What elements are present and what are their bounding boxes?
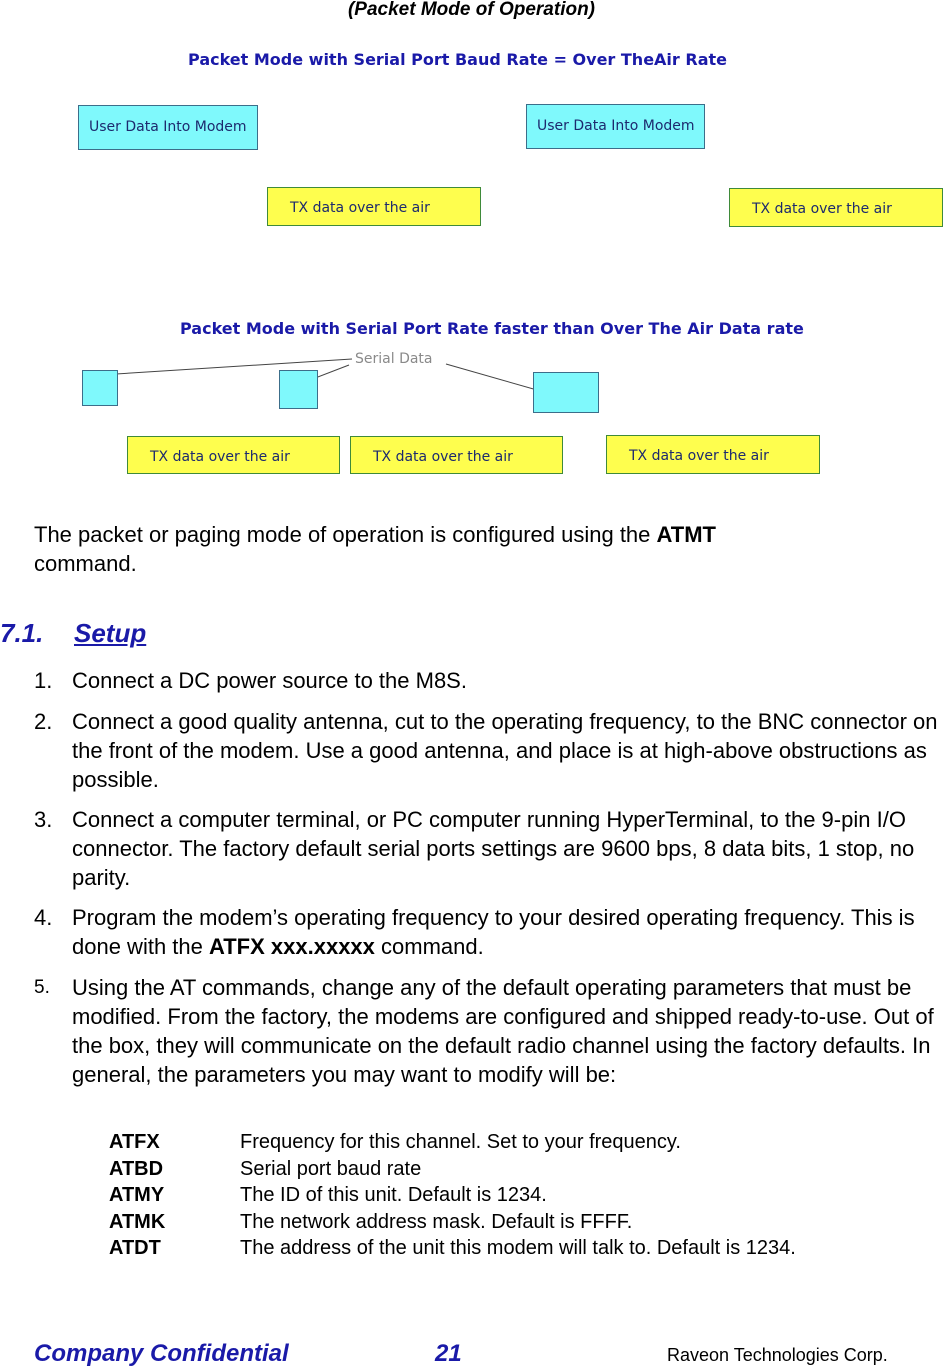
command-name: ATMK (109, 1211, 166, 1233)
tx-box-d2-2 (350, 436, 563, 474)
list-item-text-part: Program the modem’s operating frequency to your desired operating frequency. This is done with the (72, 905, 915, 959)
list-item-text: Using the AT commands, change any of the default operating parameters that must be modified. From the factory, the modems are configured and shipped ready-to-use. Out of the box, they will communicate on the default radio channel using the factory defaults. In general, the parameters you may want to modify will be: (72, 975, 934, 1087)
command-description: Serial port baud rate (240, 1158, 422, 1180)
intro-command: ATMT (656, 522, 716, 547)
serial-block-1 (82, 370, 118, 406)
user-data-box-1-label: User Data Into Modem (89, 119, 247, 135)
footer-confidential: Company Confidential (34, 1340, 289, 1367)
list-item-number: 4. (34, 905, 53, 930)
tx-box-d2-3-label: TX data over the air (629, 448, 769, 464)
list-item-number: 1. (34, 668, 53, 693)
command-name: ATFX (109, 1131, 160, 1153)
tx-box-d2-2-label: TX data over the air (373, 449, 513, 465)
command-name: ATMY (109, 1184, 165, 1206)
tx-box-d2-1-label: TX data over the air (150, 449, 290, 465)
tx-box-d2-1 (127, 436, 340, 474)
serial-data-label: Serial Data (355, 351, 433, 367)
list-item-text (72, 903, 942, 961)
command-description: The address of the unit this modem will talk to. Default is 1234. (240, 1237, 796, 1259)
serial-block-2 (279, 370, 318, 409)
footer-page-number: 21 (435, 1340, 462, 1367)
diagram1-title: Packet Mode with Serial Port Baud Rate = Over TheAir Rate (188, 50, 727, 69)
tx-box-d2-3 (606, 435, 820, 474)
intro-text-after: command. (34, 551, 137, 576)
section-title: Setup (74, 618, 147, 648)
frequency-command: ATFX xxx.xxxxx (208, 934, 375, 959)
command-description: The ID of this unit. Default is 1234. (240, 1184, 547, 1206)
tx-box-d1-1-label: TX data over the air (290, 200, 430, 216)
section-number: 7.1. (0, 618, 44, 648)
list-item-text: Connect a DC power source to the M8S. (72, 668, 467, 693)
list-item-text: Connect a good quality antenna, cut to the operating frequency, to the BNC connector on the front of the modem. Use a good antenna, and place is at high-above obstructions as possible. (72, 709, 938, 792)
intro-text: The packet or paging mode of operation is configured using the (34, 522, 657, 547)
page-caption: (Packet Mode of Operation) (347, 0, 596, 20)
serial-data-callout-lines (0, 0, 943, 500)
command-name: ATBD (109, 1158, 164, 1180)
intro-paragraph (34, 520, 914, 578)
command-description: Frequency for this channel. Set to your frequency. (240, 1131, 681, 1153)
diagram2-title: Packet Mode with Serial Port Rate faster than Over The Air Data rate (180, 319, 804, 338)
list-item-text: Connect a computer terminal, or PC computer running HyperTerminal, to the 9-pin I/O connector. The factory default serial ports settings are 9600 bps, 8 data bits, 1 stop, no parity. (72, 807, 915, 890)
list-item-number: 5. (34, 977, 50, 998)
command-name: ATDT (109, 1237, 161, 1259)
list-item-number: 3. (34, 807, 53, 832)
tx-box-d1-2-label: TX data over the air (752, 201, 892, 217)
command-description: The network address mask. Default is FFFF. (240, 1211, 633, 1233)
list-item-number: 2. (34, 709, 53, 734)
serial-block-3 (533, 372, 599, 413)
user-data-box-2-label: User Data Into Modem (537, 118, 695, 134)
footer-company: Raveon Technologies Corp. (667, 1345, 888, 1365)
section-heading (0, 618, 147, 649)
list-item-text-part: command. (374, 934, 484, 959)
